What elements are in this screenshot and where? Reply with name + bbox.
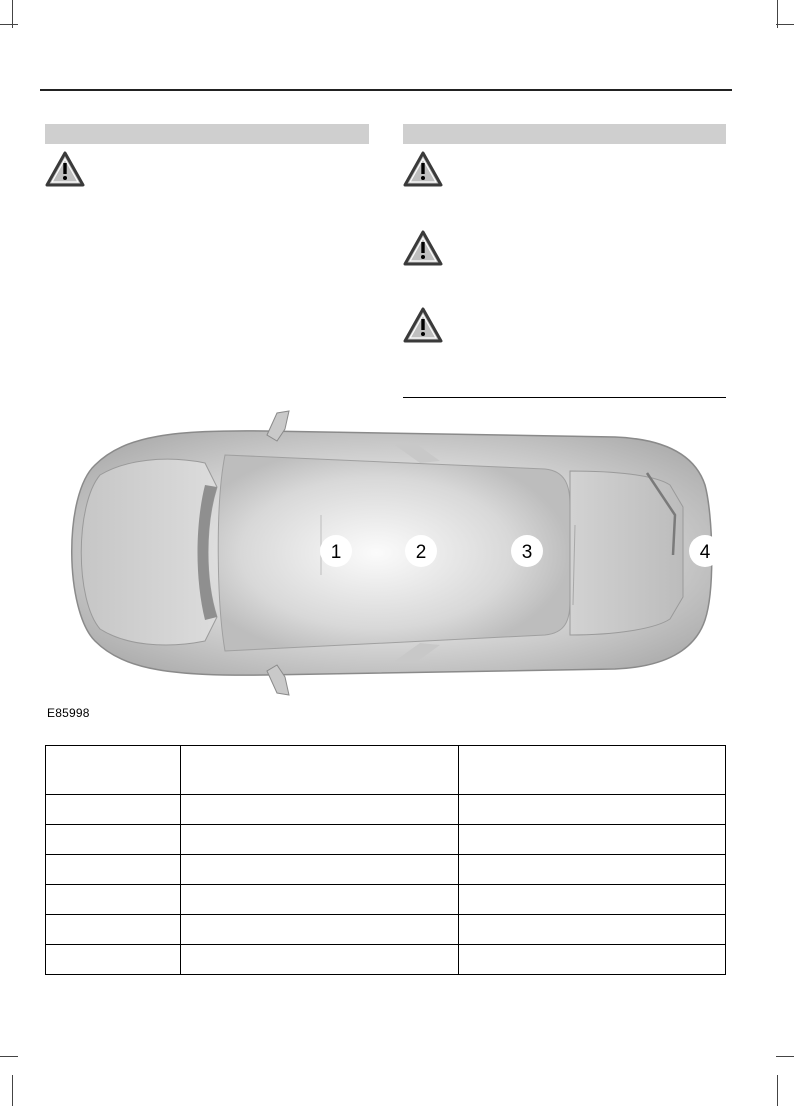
- crop-mark-bottom-right: [777, 1075, 778, 1106]
- right-section-heading-bar: [403, 124, 726, 144]
- crop-mark-bottom-left-h: [0, 1056, 18, 1057]
- table-cell: [46, 945, 181, 975]
- table-cell: [180, 945, 459, 975]
- car-top-view-illustration: [55, 405, 740, 700]
- table-cell: [459, 915, 726, 945]
- table-header-cell: [459, 746, 726, 795]
- table-header-cell: [46, 746, 181, 795]
- left-section-heading-bar: [45, 124, 369, 144]
- table-cell: [180, 795, 459, 825]
- table-row: [46, 855, 726, 885]
- callout-label: 2: [415, 542, 427, 563]
- callout-label: 1: [330, 542, 342, 563]
- crop-mark-top-right-h: [776, 24, 794, 25]
- table-cell: [180, 915, 459, 945]
- warning-triangle-icon: [402, 150, 444, 188]
- image-code: E85998: [47, 706, 90, 720]
- table-header-cell: [180, 746, 459, 795]
- table-cell: [46, 795, 181, 825]
- warning-triangle-icon: [44, 150, 86, 188]
- crop-mark-top-left-h: [0, 24, 18, 25]
- table-row: [46, 885, 726, 915]
- table-row: [46, 945, 726, 975]
- crop-mark-bottom-right-h: [776, 1056, 794, 1057]
- callout-4: [689, 535, 721, 567]
- table-header-row: [46, 746, 726, 795]
- header-rule: [40, 89, 732, 91]
- callout-1: [320, 535, 352, 567]
- table-row: [46, 795, 726, 825]
- warning-triangle-icon: [402, 306, 444, 344]
- table-row: [46, 915, 726, 945]
- table-cell: [180, 855, 459, 885]
- table-cell: [459, 885, 726, 915]
- crop-mark-bottom-left: [12, 1075, 13, 1106]
- callout-label: 3: [521, 542, 533, 563]
- callout-3: [511, 535, 543, 567]
- warning-triangle-icon: [402, 229, 444, 267]
- table-cell: [180, 825, 459, 855]
- table-cell: [46, 915, 181, 945]
- callout-2: [405, 535, 437, 567]
- table-cell: [459, 945, 726, 975]
- table-cell: [459, 825, 726, 855]
- table-cell: [46, 825, 181, 855]
- table-cell: [46, 855, 181, 885]
- table-cell: [459, 855, 726, 885]
- table-cell: [46, 885, 181, 915]
- table-cell: [459, 795, 726, 825]
- table-cell: [180, 885, 459, 915]
- data-table: [45, 745, 726, 975]
- section-end-rule: [403, 397, 726, 398]
- table-row: [46, 825, 726, 855]
- callout-label: 4: [699, 542, 711, 563]
